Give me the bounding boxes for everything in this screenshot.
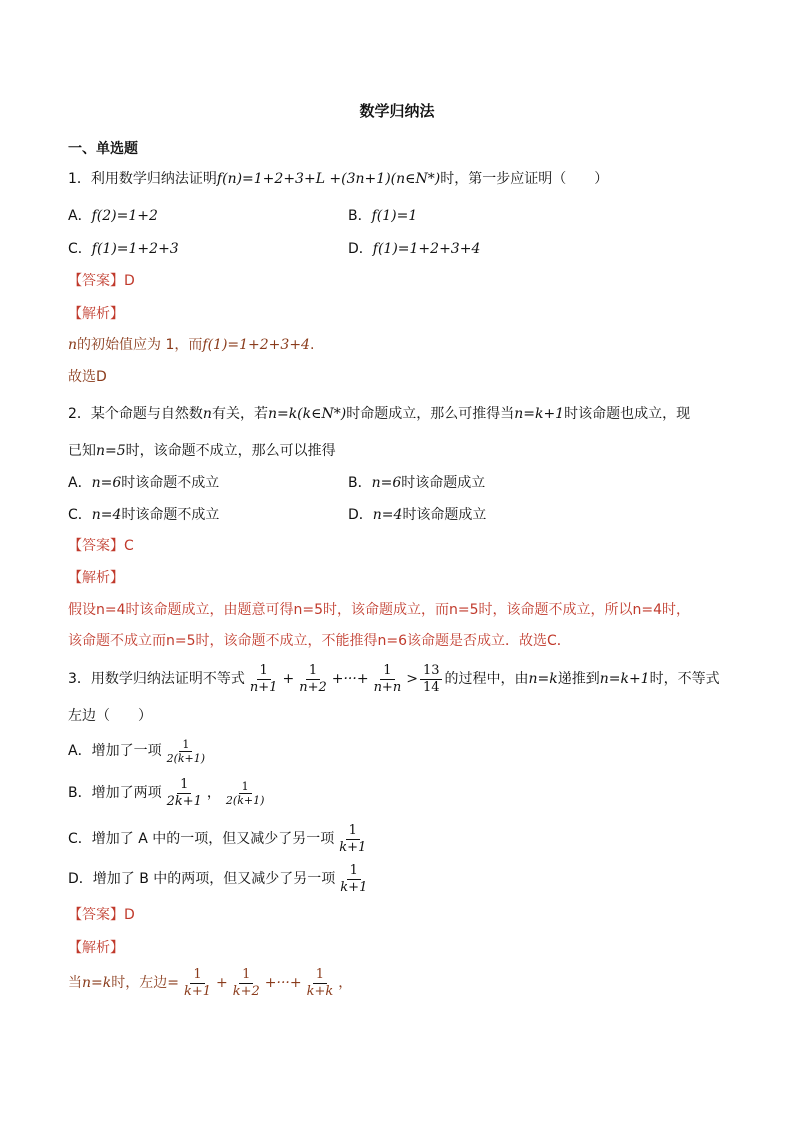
page-title: 数学归纳法: [359, 102, 435, 120]
option-text: 增加了两项: [91, 785, 162, 801]
q2-text: 时，该命题不成立，那么可以推得: [125, 443, 336, 459]
answer-value: D: [124, 273, 135, 289]
answer-value: D: [124, 907, 135, 923]
analysis-text: 的初始值应为 1，而: [77, 337, 203, 353]
option-math: n=6: [91, 475, 122, 491]
numerator: 13: [420, 663, 443, 680]
answer-label: 【答案】: [68, 907, 124, 923]
option-label: A．: [68, 475, 92, 491]
q2-option-d: [348, 506, 486, 524]
denominator: k+1: [339, 839, 367, 855]
analysis-text: 当: [68, 975, 82, 991]
denominator: n+2: [299, 679, 327, 695]
q1-option-c: [68, 240, 179, 258]
numerator: 1: [177, 777, 191, 794]
q3-option-a: [68, 734, 210, 768]
analysis-text: 时，左边: [111, 975, 168, 991]
denominator: k+2: [232, 983, 260, 999]
denominator: k+1: [183, 983, 212, 999]
q2-option-b: [348, 474, 485, 492]
analysis-end: .: [309, 337, 315, 353]
answer-value: C: [124, 538, 134, 554]
q1-option-a: [68, 207, 158, 225]
q3-stem-line2: 左边（ ）: [68, 708, 152, 724]
q3-text: 时，不等式: [649, 671, 720, 687]
q3-frac-3: [371, 663, 405, 696]
denominator: 2(k+1): [166, 751, 206, 765]
q1-stem-tail: 时，第一步应证明（ ）: [440, 171, 609, 187]
q3-option-c: [68, 822, 371, 856]
option-text: 时该命题不成立: [121, 475, 220, 491]
option-label: B．: [348, 475, 372, 491]
option-frac: [336, 823, 369, 856]
numerator: 1: [239, 780, 252, 794]
denominator: k+1: [340, 879, 368, 895]
q2-answer: [68, 537, 134, 555]
q1-analysis-label: 【解析】: [68, 306, 124, 322]
option-math: n=4: [91, 507, 122, 523]
q2-math: n=5: [96, 443, 126, 459]
q3-option-b: [68, 776, 269, 810]
equals-sign: =: [167, 975, 179, 991]
option-text: 增加了一项: [91, 743, 162, 759]
option-label: D．: [348, 507, 373, 523]
q2-analysis-line2: 该命题不成立而n=5时，该命题不成立，不能推得n=6该命题是否成立．故选C．: [68, 633, 571, 649]
numerator: 1: [347, 863, 361, 880]
ellipsis: +···+: [264, 975, 302, 991]
option-math: f(1)=1: [371, 208, 418, 224]
option-frac: [164, 777, 205, 810]
q3-frac-1: [247, 663, 281, 696]
q3-option-d: [68, 862, 372, 896]
option-label: B．: [348, 208, 372, 224]
q2-var: n: [202, 406, 212, 422]
option-label: B．: [68, 785, 92, 801]
plus-sign: +: [216, 975, 228, 991]
q1-option-b: [348, 207, 417, 225]
denominator: n+1: [249, 679, 278, 695]
q3-stem-line1: [68, 662, 720, 696]
option-label: A．: [68, 743, 92, 759]
option-text: 增加了 B 中的两项，但又减少了另一项: [92, 871, 336, 887]
q2-text: 已知: [68, 443, 96, 459]
analysis-var: n: [68, 337, 78, 353]
separator: ，: [206, 785, 221, 801]
q3-frac-rhs: [420, 663, 443, 696]
q2-text: 时该命题也成立，现: [564, 406, 691, 422]
q1-option-d: [348, 240, 480, 258]
option-text: 时该命题成立: [402, 507, 487, 523]
option-frac: [223, 780, 267, 807]
q2-analysis-line1: 假设n=4时该命题成立，由题意可得n=5时，该命题成立，而n=5时，该命题不成立，所以n=4时，: [68, 602, 691, 618]
ellipsis: +···+: [331, 671, 369, 687]
option-label: D．: [348, 241, 373, 257]
option-text: 时该命题成立: [401, 475, 486, 491]
q1-stem: [68, 170, 608, 188]
option-label: D．: [68, 871, 93, 887]
numerator: 1: [306, 663, 320, 680]
analysis-frac-3: [304, 967, 337, 1000]
q3-analysis: [68, 964, 352, 1002]
q3-frac-2: [296, 663, 330, 696]
option-frac: [337, 863, 370, 896]
plus-sign: +: [282, 671, 295, 687]
numerator: 1: [313, 967, 327, 984]
q2-text: 有关，若: [211, 406, 268, 422]
denominator: 2(k+1): [225, 793, 265, 807]
option-text: 时该命题不成立: [121, 507, 220, 523]
q1-answer: [68, 272, 135, 290]
q2-text: 2．某个命题与自然数: [68, 406, 203, 422]
analysis-end: ，: [338, 975, 353, 991]
denominator: 14: [422, 679, 440, 695]
q2-math: n=k+1: [514, 406, 565, 422]
option-label: C．: [68, 831, 92, 847]
option-label: C．: [68, 507, 92, 523]
option-frac: [164, 738, 208, 765]
option-text: 增加了 A 中的一项，但又减少了另一项: [91, 831, 335, 847]
q2-analysis-label: 【解析】: [68, 570, 124, 586]
q3-answer: [68, 906, 135, 924]
q3-text: 的过程中，由: [444, 671, 529, 687]
denominator: k+k: [306, 983, 334, 999]
analysis-math: n=k: [82, 975, 112, 991]
numerator: 1: [346, 823, 360, 840]
numerator: 1: [239, 967, 253, 984]
section-heading: 一、单选题: [68, 141, 138, 157]
numerator: 1: [190, 967, 204, 984]
q3-text: 3．用数学归纳法证明不等式: [68, 671, 245, 687]
option-math: f(2)=1+2: [91, 208, 158, 224]
q2-math: n=k(k∈N*): [267, 406, 347, 422]
option-math: n=4: [372, 507, 403, 523]
q3-math: n=k+1: [599, 671, 650, 687]
q2-text: 时命题成立，那么可推得当: [346, 406, 515, 422]
q1-analysis: [68, 336, 314, 354]
denominator: 2k+1: [166, 793, 202, 809]
option-math: n=6: [371, 475, 402, 491]
q2-stem-line2: [68, 442, 336, 460]
numerator: 1: [380, 663, 394, 680]
q2-stem-line1: [68, 405, 690, 423]
analysis-math: f(1)=1+2+3+4: [202, 337, 310, 353]
answer-label: 【答案】: [68, 538, 124, 554]
q2-option-a: [68, 474, 219, 492]
analysis-frac-1: [181, 967, 214, 1000]
q1-stem-math: f(n)=1+2+3+L +(3n+1)(n∈N*): [216, 171, 441, 187]
q3-text: 递推到: [557, 671, 600, 687]
analysis-frac-2: [230, 967, 263, 1000]
option-label: C．: [68, 241, 92, 257]
q1-conclusion: 故选D: [68, 369, 107, 385]
option-label: A．: [68, 208, 92, 224]
q3-analysis-label: 【解析】: [68, 940, 124, 956]
q2-option-c: [68, 506, 219, 524]
answer-label: 【答案】: [68, 273, 124, 289]
q3-math: n=k: [528, 671, 558, 687]
option-math: f(1)=1+2+3: [91, 241, 179, 257]
q1-stem-text: 1．利用数学归纳法证明: [68, 171, 217, 187]
denominator: n+n: [373, 679, 402, 695]
greater-than: >: [406, 671, 418, 687]
option-math: f(1)=1+2+3+4: [372, 241, 481, 257]
numerator: 1: [257, 663, 271, 680]
numerator: 1: [179, 738, 192, 752]
